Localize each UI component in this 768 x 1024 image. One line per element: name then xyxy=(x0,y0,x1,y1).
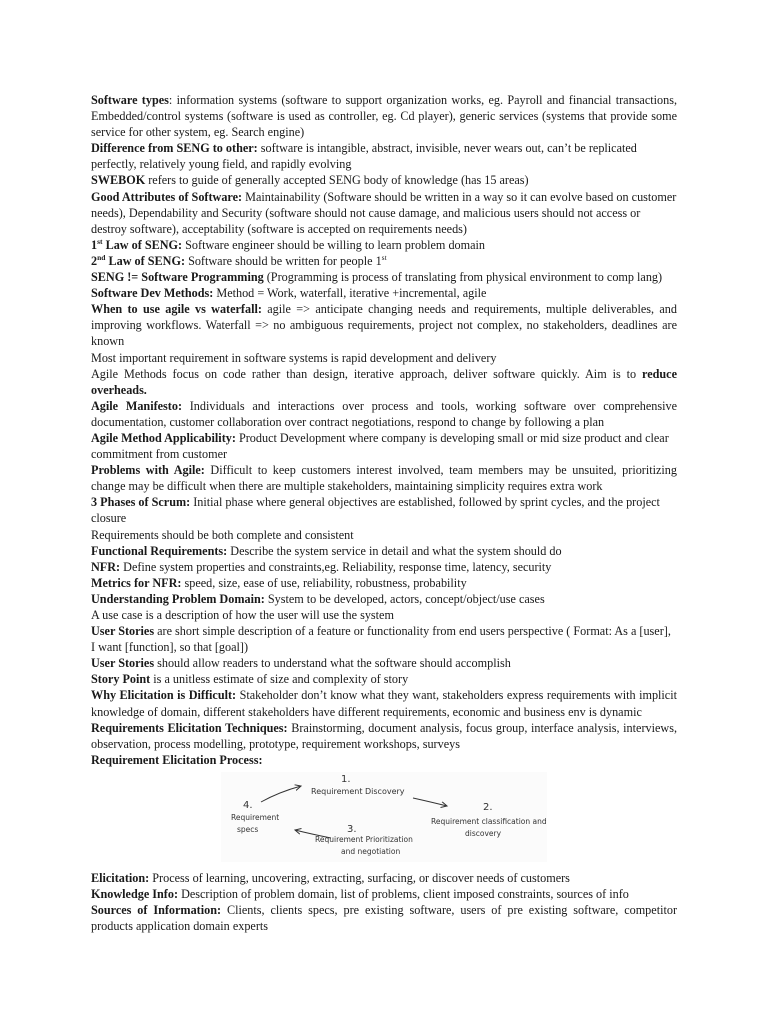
definition: Difficult to keep customers interest involved, team members may be unsuited, prioritizing change may be difficult when there are multiple stakeholders, maintaining simplicity requires extra work xyxy=(91,463,677,494)
term xyxy=(91,254,185,268)
note-most-important: Most important requirement in software systems is rapid development and delivery xyxy=(91,350,497,365)
definition: Initial phase where general objectives are established, followed by sprint cycles, and the project closure xyxy=(91,495,660,526)
note-problems-agile xyxy=(91,462,677,494)
note-user-stories xyxy=(91,623,677,655)
term: NFR: xyxy=(91,559,121,574)
definition: Brainstorming, document analysis, focus group, interface analysis, interviews, observation, process modelling, prototype, requirement workshops, surveys xyxy=(91,720,677,751)
definition: speed, size, ease of use, reliability, robustness, probability xyxy=(181,575,467,590)
step-4-label-cont: specs xyxy=(237,824,259,834)
term: Knowledge Info: xyxy=(91,887,179,902)
term: Requirement Elicitation Process: xyxy=(91,752,263,767)
definition: Describe the system service in detail and what the system should do xyxy=(227,543,562,558)
note-good-attributes xyxy=(91,189,677,237)
step-2-number: 2. xyxy=(483,801,493,813)
note-sources-info xyxy=(91,902,677,934)
note-elicitation-process xyxy=(91,752,677,768)
definition: System to be developed, actors, concept/object/use cases xyxy=(264,591,545,606)
note-scrum-phases xyxy=(91,494,677,526)
term: Difference from SENG to other: xyxy=(91,141,258,156)
note-dev-methods xyxy=(91,285,677,301)
definition: (Programming is process of translating from physical environment to comp lang) xyxy=(263,270,663,285)
definition: software is intangible, abstract, invisible, never wears out, can’t be replicated perfectly, relatively young field, and rapidly evolving xyxy=(91,141,637,172)
step-3-label: Requirement Prioritization xyxy=(315,834,413,844)
definition: Software should be written for people 1 xyxy=(185,253,382,268)
step-4-number: 4. xyxy=(243,799,253,811)
step-3-number: 3. xyxy=(347,823,357,835)
term: Requirements Elicitation Techniques: xyxy=(91,720,288,735)
law-number: 1 xyxy=(91,237,98,252)
definition: Method = Work, waterfall, iterative +incremental, agile xyxy=(213,286,487,301)
term: Agile Method Applicability: xyxy=(91,430,236,445)
term: Software types xyxy=(91,93,169,107)
definition: are short simple description of a feature or functionality from end users perspective ( Format: As a [user], I want [function], so that [goal]) xyxy=(91,624,671,655)
elicitation-process-diagram xyxy=(221,772,547,862)
term: Why Elicitation is Difficult: xyxy=(91,688,237,703)
term: 3 Phases of Scrum: xyxy=(91,495,191,510)
definition: Description of problem domain, list of problems, client imposed constraints, sources of info xyxy=(178,887,629,902)
definition: Software engineer should be willing to learn problem domain xyxy=(182,237,486,252)
step-4-label: Requirement xyxy=(231,812,280,822)
term: User Stories xyxy=(91,656,155,671)
term: Software Dev Methods: xyxy=(91,286,214,301)
definition: Process of learning, uncovering, extracting, surfacing, or discover needs of customers xyxy=(149,870,570,885)
term: Agile Manifesto: xyxy=(91,398,182,413)
term-text: Law of SENG: xyxy=(105,253,186,268)
definition: is a unitless estimate of size and complexity of story xyxy=(150,672,409,687)
definition: Clients, clients specs, pre existing software, users of pre existing software, competitor products application domain experts xyxy=(91,903,677,934)
note-swebok xyxy=(91,172,677,188)
note-agile-vs-waterfall xyxy=(91,301,677,349)
step-1-number: 1. xyxy=(341,773,351,785)
note-agile-methods xyxy=(91,366,677,398)
note-elicitation xyxy=(91,870,677,886)
definition: Agile Methods focus on code rather than design, iterative approach, deliver software quickly. Aim is to xyxy=(91,366,643,381)
note-knowledge-info xyxy=(91,886,677,902)
note-user-stories-purpose xyxy=(91,655,677,671)
term: Story Point xyxy=(91,672,151,687)
definition: should allow readers to understand what the software should accomplish xyxy=(154,656,511,671)
term: Sources of Information: xyxy=(91,903,222,918)
term: Functional Requirements: xyxy=(91,543,228,558)
ordinal-suffix: nd xyxy=(97,252,106,262)
step-3-label-cont: and negotiation xyxy=(341,846,401,856)
term: Good Attributes of Software: xyxy=(91,189,243,204)
definition: Product Development where company is developing small or mid size product and clear commitment from customer xyxy=(91,430,669,462)
note-elicitation-techniques xyxy=(91,720,677,752)
note-nfr xyxy=(91,559,677,575)
note-complete-consistent: Requirements should be both complete and consistent xyxy=(91,527,354,542)
definition: Maintainability (Software should be written in a way so it can evolve based on customer needs), Dependability and Security (software should not cause damage, and malicious users should not access or destroy software), acceptability (software is accepted on requirements needs) xyxy=(91,189,677,236)
note-difference xyxy=(91,140,677,172)
law-number: 2 xyxy=(91,253,98,268)
note-functional-requirements xyxy=(91,543,677,559)
term: When to use agile vs waterfall: xyxy=(91,302,262,317)
term: Understanding Problem Domain: xyxy=(91,591,265,606)
step-2-label: Requirement classification and xyxy=(431,816,547,826)
definition: : information systems (software to support organization works, eg. Payroll and financial transactions, Embedded/control systems (software is used as controller, eg. Cd player), generic services (systems that provide some service for other system, eg. Search engine) xyxy=(91,93,677,140)
term-text: Law of SENG: xyxy=(102,237,183,252)
note-law-1 xyxy=(91,237,677,253)
note-software-types xyxy=(91,92,677,140)
term: reduce overheads. xyxy=(91,366,677,397)
notes-page xyxy=(91,92,677,934)
note-elicitation-difficult xyxy=(91,687,677,719)
definition: Define system properties and constraints,eg. Reliability, response time, latency, security xyxy=(120,559,552,574)
step-2-label-cont: discovery xyxy=(465,828,502,838)
definition: Stakeholder don’t know what they want, stakeholders express requirements with implicit knowledge of domain, different stakeholders have different requirements, economic and business env is dynamic xyxy=(91,688,677,719)
note-agile-applicability xyxy=(91,430,677,462)
term: Metrics for NFR: xyxy=(91,575,182,590)
note-story-point xyxy=(91,671,677,687)
term: Problems with Agile: xyxy=(91,463,205,478)
note-law-2 xyxy=(91,253,677,269)
term: User Stories xyxy=(91,624,155,639)
note-metrics-nfr xyxy=(91,575,677,591)
ordinal-suffix: st xyxy=(381,252,387,262)
term: SENG != Software Programming xyxy=(91,270,264,285)
definition: refers to guide of generally accepted SENG body of knowledge (has 15 areas) xyxy=(145,173,529,188)
note-seng-programming xyxy=(91,269,677,285)
note-problem-domain xyxy=(91,591,677,607)
term: Elicitation: xyxy=(91,870,150,885)
definition: agile => anticipate changing needs and requirements, multiple deliverables, and improving workflows. Waterfall => no ambiguous requirements, project not complex, no stakeholders, deadlines are known xyxy=(91,302,677,349)
note-use-case: A use case is a description of how the user will use the system xyxy=(91,608,394,622)
step-1-label: Requirement Discovery xyxy=(311,786,405,796)
definition: Individuals and interactions over process and tools, working software over comprehensive documentation, customer collaboration over contract negotiations, respond to change by following a plan xyxy=(91,398,677,429)
term: SWEBOK xyxy=(91,173,146,188)
note-agile-manifesto xyxy=(91,398,677,430)
term xyxy=(91,238,182,252)
ordinal-suffix: st xyxy=(97,236,103,246)
